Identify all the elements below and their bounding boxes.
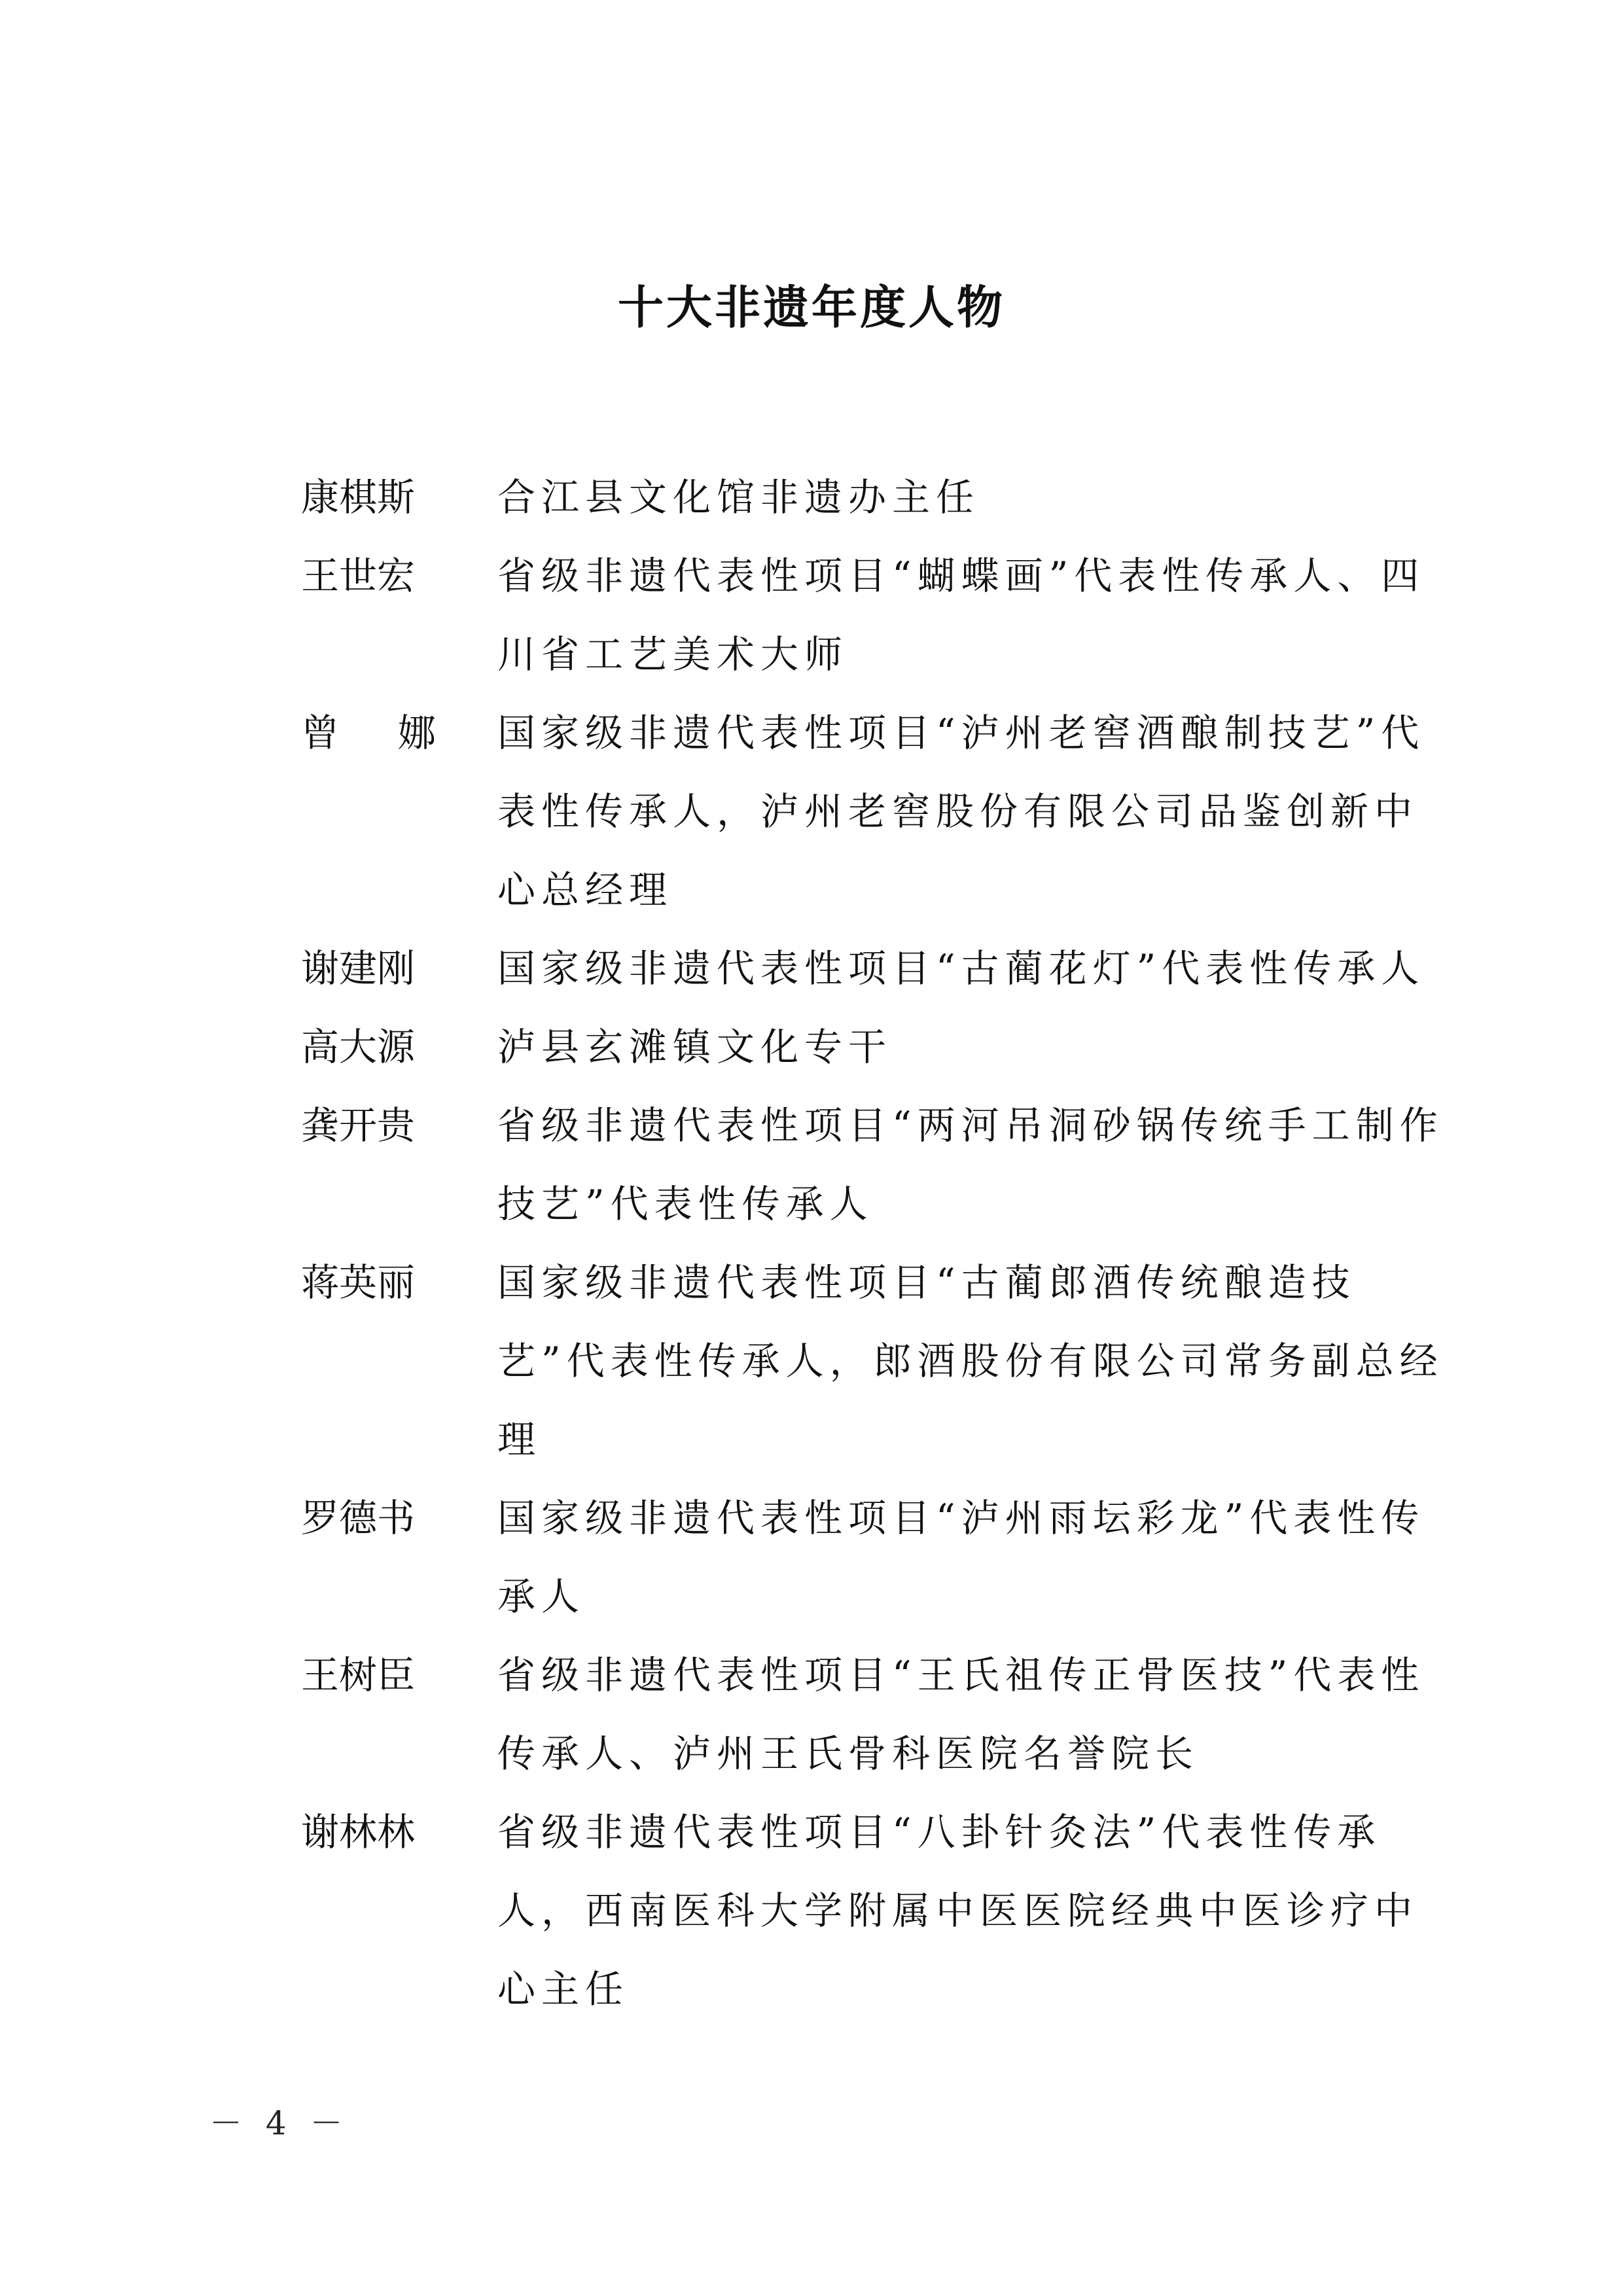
honoree-description: 省级非遗代表性项目“八卦针灸法”代表性传承人，西南医科大学附属中医医院经典中医诊疗中心主任 (497, 1810, 1419, 2011)
honoree-entry (301, 1086, 1453, 1243)
honoree-name: 谢林林 (301, 1810, 416, 1854)
honoree-description: 国家级非遗代表性项目“泸州老窖酒酿制技艺”代表性传承人，泸州老窖股份有限公司品鉴创新中心总经理 (497, 711, 1425, 912)
honoree-entry (301, 1636, 1453, 1793)
honoree-entry (301, 1793, 1453, 2028)
honoree-name: 谢建刚 (301, 946, 416, 991)
honoree-name: 康棋斯 (301, 475, 416, 520)
honoree-entry (301, 929, 1453, 1008)
honoree-entry (301, 537, 1453, 694)
honoree-description: 国家级非遗代表性项目“古蔺郎酒传统酿造技艺”代表性传承人，郎酒股份有限公司常务副总经理 (497, 1260, 1444, 1462)
honoree-entry (301, 1479, 1453, 1636)
honoree-description: 省级非遗代表性项目“两河吊洞砂锅传统手工制作技艺”代表性传承人 (497, 1103, 1444, 1226)
honoree-entry (301, 1243, 1453, 1479)
honoree-name: 罗德书 (301, 1496, 416, 1540)
honoree-name: 王树臣 (301, 1653, 416, 1697)
honoree-description: 省级非遗代表性项目“王氏祖传正骨医技”代表性传承人、泸州王氏骨科医院名誉院长 (497, 1653, 1425, 1776)
honoree-entry (301, 458, 1453, 537)
honoree-name: 王世宏 (301, 554, 416, 598)
honoree-description: 泸县玄滩镇文化专干 (497, 1025, 893, 1069)
honoree-name: 曾娜 (301, 711, 495, 755)
honoree-description: 国家级非遗代表性项目“古蔺花灯”代表性传承人 (497, 946, 1425, 991)
honoree-entry (301, 694, 1453, 929)
honoree-entry (301, 1008, 1453, 1086)
honoree-description: 国家级非遗代表性项目“泸州雨坛彩龙”代表性传承人 (497, 1496, 1425, 1619)
honoree-name: 高大源 (301, 1025, 416, 1069)
honoree-description: 省级非遗代表性项目“蝴蝶画”代表性传承人、四川省工艺美术大师 (497, 554, 1425, 677)
honoree-name: 龚开贵 (301, 1103, 416, 1148)
honoree-list (301, 458, 1453, 2028)
honoree-name: 蒋英丽 (301, 1260, 416, 1305)
honoree-description: 合江县文化馆非遗办主任 (497, 475, 980, 520)
page-number: － 4 － (209, 2104, 349, 2142)
document-title: 十大非遗年度人物 (618, 281, 1005, 334)
